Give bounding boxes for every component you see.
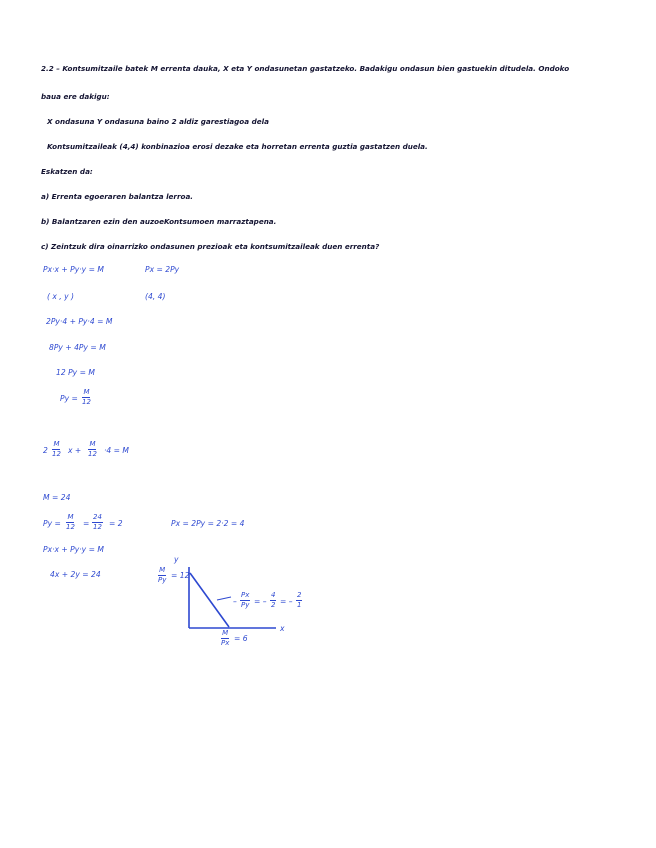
fraction-numerator: M <box>222 629 229 637</box>
fraction-denominator: 1 <box>297 601 302 609</box>
sub-coefficient: 2 <box>43 446 48 455</box>
x-intercept-value: = 6 <box>234 634 248 643</box>
fraction-numerator: M <box>89 440 96 448</box>
fraction-numerator: 2 <box>297 591 302 599</box>
y-intercept-value: = 12 <box>171 571 190 580</box>
px-result: Px = 2Py = 2·2 = 4 <box>171 519 245 528</box>
given-point: (4, 4) <box>145 292 166 301</box>
problem-line-2: baua ere dakigu: <box>41 92 110 101</box>
fraction-denominator: Py <box>241 601 250 609</box>
fraction-denominator: 2 <box>271 601 276 609</box>
step-3: 12 Py = M <box>56 368 95 377</box>
fraction-denominator: Px <box>221 639 230 647</box>
fraction-numerator: 4 <box>271 591 276 599</box>
y-axis-label: y <box>174 555 179 564</box>
problem-line-3: X ondasuna Y ondasuna baino 2 aldiz garestiagoa dela <box>47 117 269 126</box>
fraction-numerator: M <box>67 513 74 521</box>
fraction-denominator: 12 <box>88 450 97 458</box>
step-2: 8Py + 4Py = M <box>49 343 106 352</box>
sub-rhs: ·4 = M <box>104 446 129 455</box>
line-equation: Px·x + Py·y = M <box>43 545 104 554</box>
question-a: a) Errenta egoeraren balantza lerroa. <box>41 192 194 201</box>
fraction-numerator: M <box>83 388 90 396</box>
slope-fraction-1 <box>240 592 250 609</box>
problem-line-1: 2.2 – Kontsumitzaile batek M errenta dauka, X eta Y ondasunetan gastatzeko. Badakigu ondasun bien gastuekin ditudela. Ondoko <box>41 64 570 73</box>
question-c: c) Zeintzuk dira oinarrizko ondasunen prezioak eta kontsumitzaileak duen errenta? <box>41 242 380 251</box>
fraction-denominator: 12 <box>52 450 61 458</box>
slope-eq2: = – <box>280 597 293 606</box>
slope-fraction-2 <box>270 592 276 609</box>
y-intercept-fraction <box>158 567 166 584</box>
py-equals: = <box>83 519 90 528</box>
fraction-denominator: 12 <box>82 398 91 406</box>
step-4-lhs: Py = <box>60 394 78 403</box>
step-1: 2Py·4 + Py·4 = M <box>46 317 113 326</box>
slope-fraction-3 <box>296 592 302 609</box>
fraction-numerator: Px <box>241 591 250 599</box>
xy-pair: ( x , y ) <box>47 292 74 301</box>
x-intercept-fraction <box>221 630 229 647</box>
slope-mid: = – <box>254 597 267 606</box>
fraction-denominator: 12 <box>93 523 102 531</box>
question-intro: Eskatzen da: <box>41 167 93 176</box>
fraction-denominator: Py <box>158 576 167 584</box>
numeric-budget-line: 4x + 2y = 24 <box>50 570 101 579</box>
problem-line-4: Kontsumitzaileak (4,4) konbinazioa erosi dezake eta horretan errenta guztia gastatzen duela. <box>47 142 428 151</box>
m-value: M = 24 <box>43 493 71 502</box>
fraction-denominator: 12 <box>66 523 75 531</box>
x-axis-label: x <box>280 624 285 633</box>
slope-pointer <box>217 597 231 600</box>
slope-prefix: – <box>233 597 237 606</box>
budget-equation: Px·x + Py·y = M <box>43 265 104 274</box>
py-lhs: Py = <box>43 519 61 528</box>
price-relation: Px = 2Py <box>145 265 180 274</box>
question-b: b) Balantzaren ezin den auzoeKontsumoen marraztapena. <box>41 217 277 226</box>
py-result: = 2 <box>109 519 123 528</box>
budget-line <box>190 573 229 627</box>
fraction-numerator: 24 <box>93 513 102 521</box>
fraction-numerator: M <box>53 440 60 448</box>
sub-middle: x + <box>68 446 82 455</box>
fraction-numerator: M <box>159 566 166 574</box>
